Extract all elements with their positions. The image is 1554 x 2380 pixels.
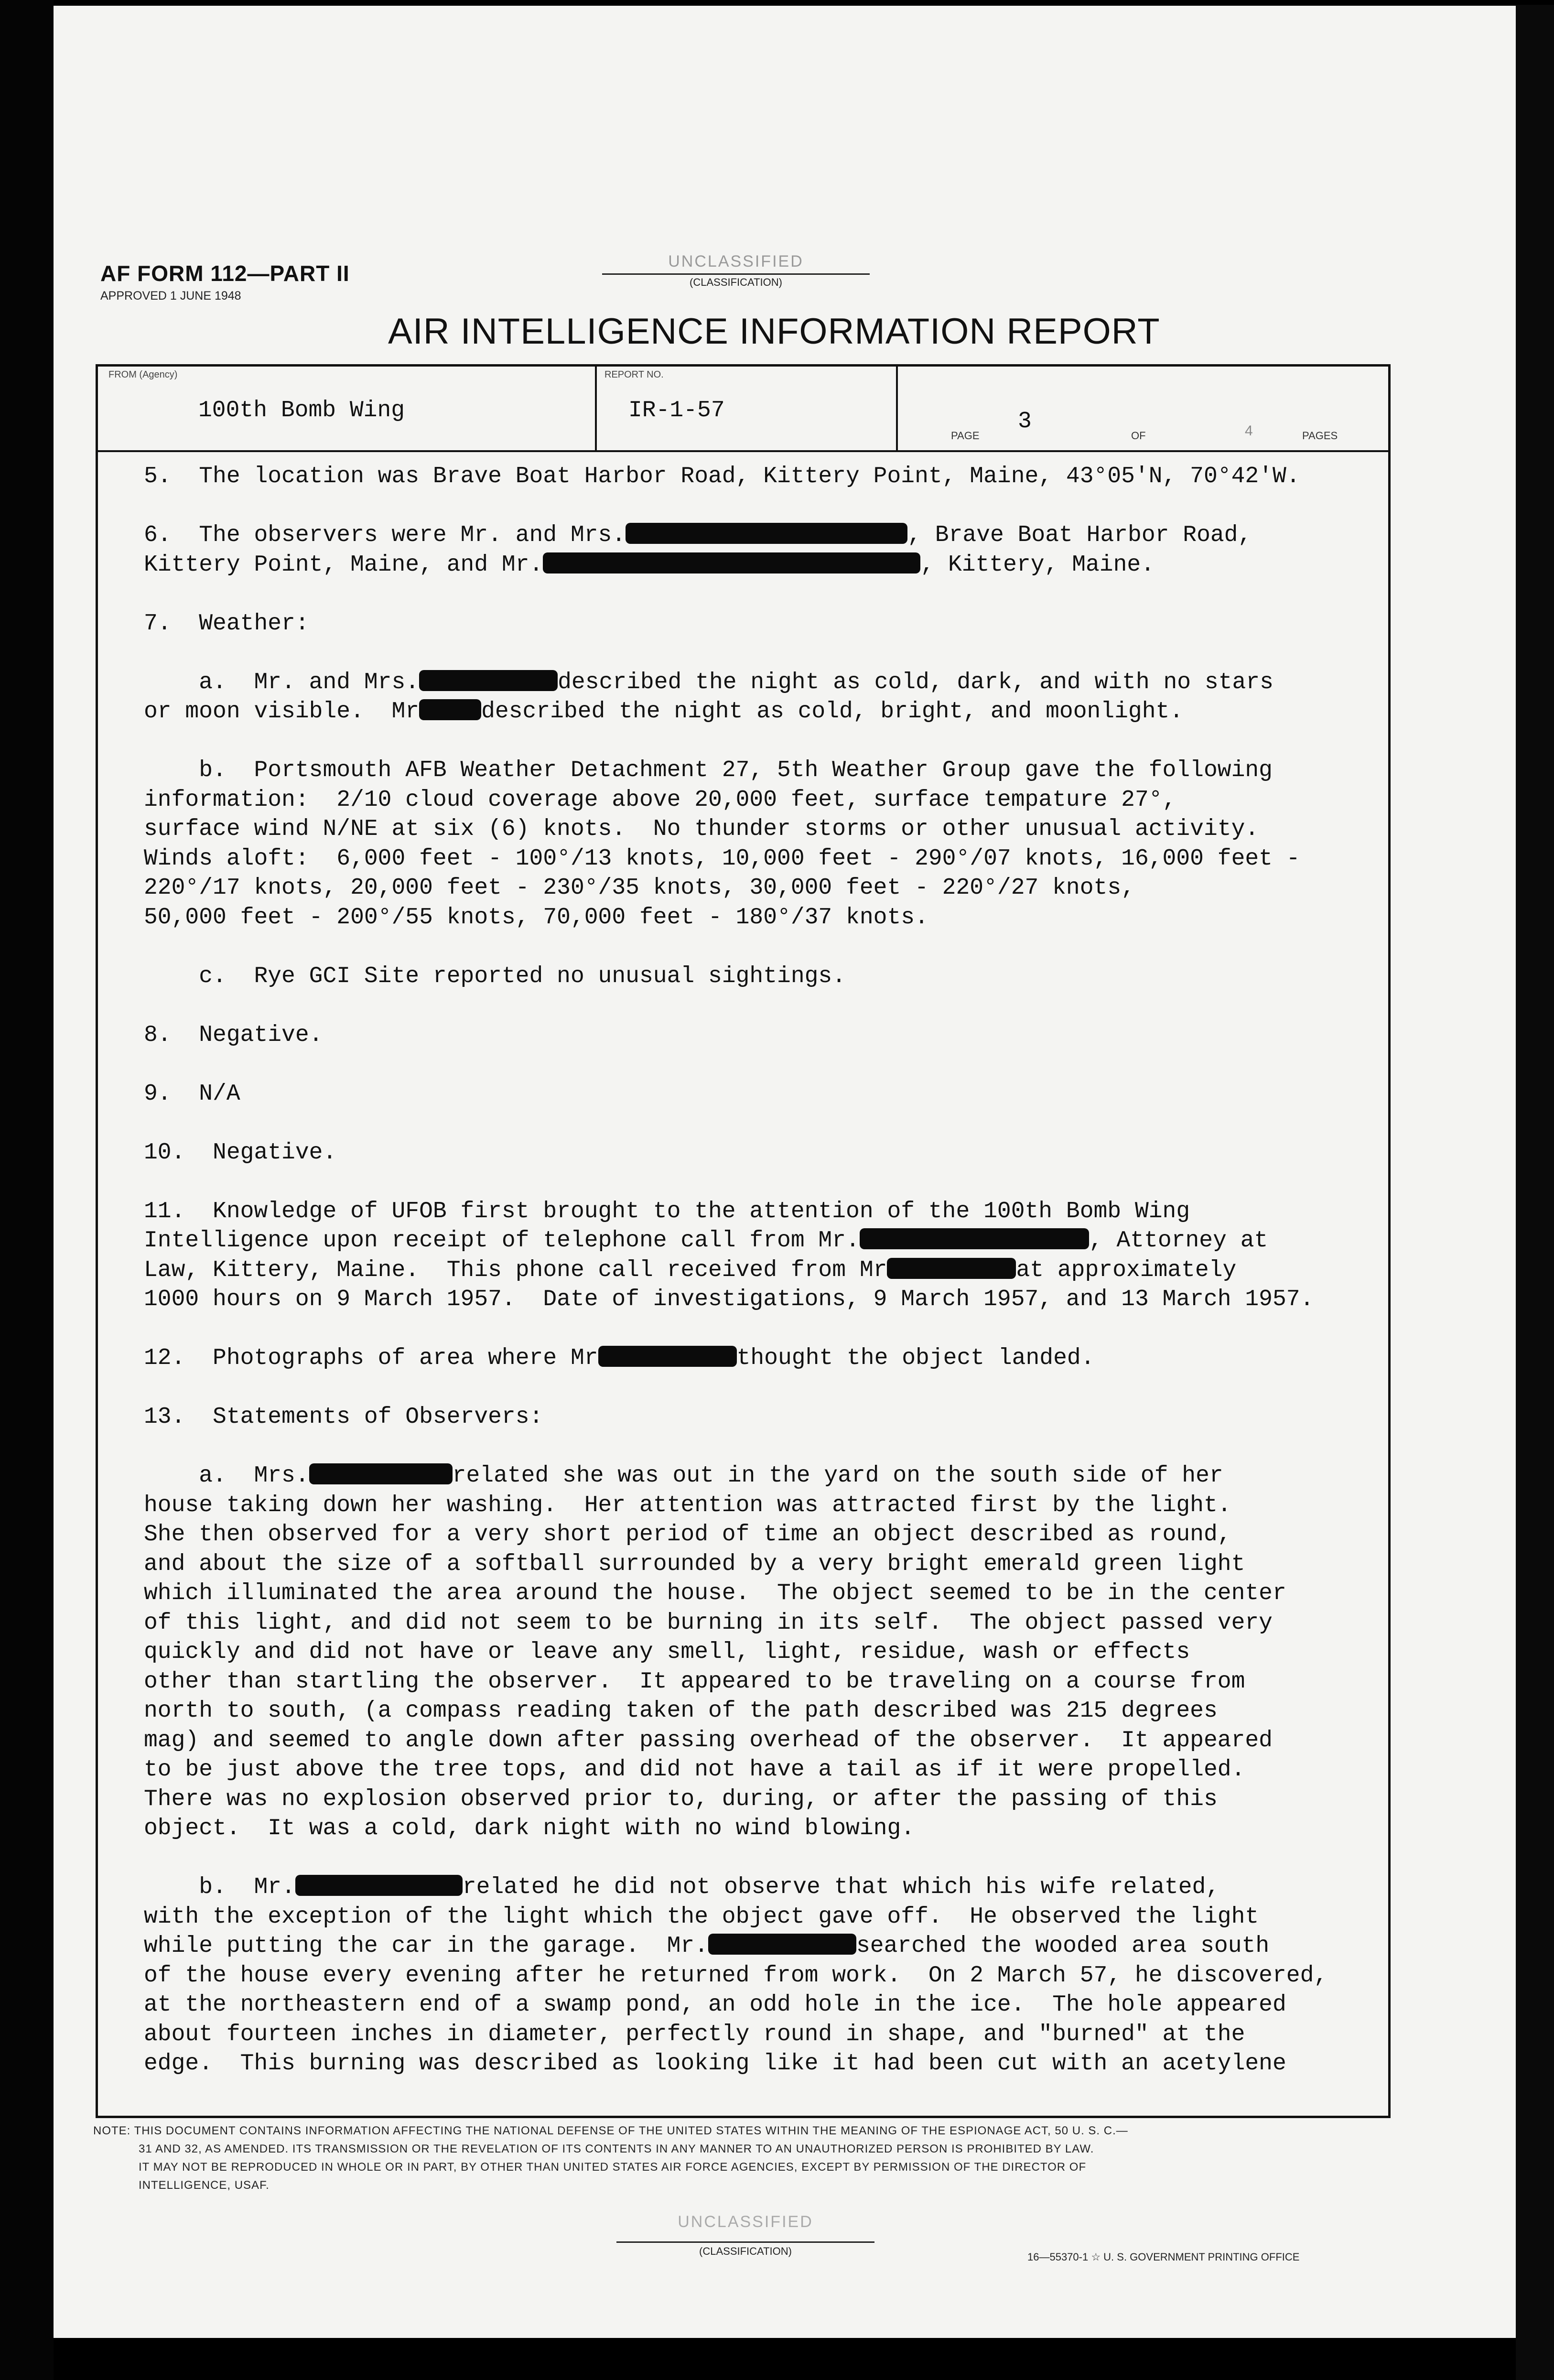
total-pages: 4 <box>1245 423 1253 439</box>
paragraph-7b-line-3: surface wind N/NE at six (6) knots. No thunder storms or other unusual activity. <box>144 816 1259 842</box>
paragraph-10: 10. Negative. <box>144 1139 337 1166</box>
redaction-bar <box>309 1463 453 1484</box>
paragraph-12 <box>144 1344 1377 1374</box>
text-span: a. Mrs. <box>144 1463 309 1489</box>
paragraph-13a-line-1 <box>144 1461 1377 1491</box>
from-label: FROM (Agency) <box>108 369 178 380</box>
report-title: AIR INTELLIGENCE INFORMATION REPORT <box>388 311 1160 352</box>
paragraph-13a-line-10: mag) and seemed to angle down after passing overhead of the observer. It appeared <box>144 1727 1273 1753</box>
text-span: , Attorney at <box>1089 1228 1268 1254</box>
text-span: 6. The observers were Mr. and Mrs. <box>144 522 626 548</box>
redaction-bar <box>708 1934 856 1955</box>
classification-caption-top: (CLASSIFICATION) <box>690 276 782 288</box>
header-divider-2 <box>896 367 898 450</box>
scan-border-right <box>1516 5 1554 2380</box>
classification-stamp-bottom: UNCLASSIFIED <box>678 2213 813 2231</box>
paragraph-13a-line-7: quickly and did not have or leave any smell, light, residue, wash or effects <box>144 1639 1190 1665</box>
text-span: b. Mr. <box>144 1874 295 1900</box>
classification-stamp-top: UNCLASSIFIED <box>668 252 804 270</box>
redaction-bar <box>626 523 907 544</box>
paragraph-7a-line-2 <box>144 697 1377 727</box>
paragraph-13b-line-6: about fourteen inches in diameter, perfectly round in shape, and "burned" at the <box>144 2021 1245 2047</box>
page-number: 3 <box>1018 409 1032 434</box>
text-span: searched the wooded area south <box>856 1933 1270 1959</box>
paragraph-13b-line-5: at the northeastern end of a swamp pond, an odd hole in the ice. The hole appeared <box>144 1992 1286 2018</box>
from-value: 100th Bomb Wing <box>198 398 405 423</box>
paragraph-13a-line-8: other than startling the observer. It appeared to be traveling on a course from <box>144 1668 1245 1695</box>
paragraph-11-line-3 <box>144 1256 1377 1286</box>
redaction-bar <box>419 670 558 691</box>
paragraph-13b-line-2: with the exception of the light which the object gave off. He observed the light <box>144 1904 1259 1930</box>
paragraph-7b-line-2: information: 2/10 cloud coverage above 20,000 feet, surface tempature 27°, <box>144 787 1176 813</box>
text-span: while putting the car in the garage. Mr. <box>144 1933 708 1959</box>
text-span: 12. Photographs of area where Mr <box>144 1345 598 1371</box>
paragraph-11-line-4: 1000 hours on 9 March 1957. Date of investigations, 9 March 1957, and 13 March 1957. <box>144 1287 1314 1312</box>
paragraph-13a-line-5: which illuminated the area around the house. The object seemed to be in the center <box>144 1580 1286 1606</box>
report-box <box>96 364 1391 2118</box>
paragraph-6-line-1 <box>144 521 1377 551</box>
paragraph-7b-line-4: Winds aloft: 6,000 feet - 100°/13 knots, 10,000 feet - 290°/07 knots, 16,000 feet - <box>144 845 1300 872</box>
notice-line: IT MAY NOT BE REPRODUCED IN WHOLE OR IN PART, BY OTHER THAN UNITED STATES AIR FORCE AGENCIES, EXCEPT BY PERMISSION OF THE DIRECTOR OF <box>139 2161 1087 2174</box>
redaction-bar <box>598 1346 737 1367</box>
notice-line: 31 AND 32, AS AMENDED. ITS TRANSMISSION OR THE REVELATION OF ITS CONTENTS IN ANY MANNER TO AN UNAUTHORIZED PERSON IS PROHIBITED BY LAW. <box>139 2142 1094 2155</box>
text-span: described the night as cold, bright, and moonlight. <box>481 699 1184 725</box>
report-no-value: IR-1-57 <box>628 398 725 423</box>
paragraph-9: 9. N/A <box>144 1081 240 1107</box>
paragraph-13b-line-4: of the house every evening after he returned from work. On 2 March 57, he discovered, <box>144 1962 1328 1989</box>
paragraph-7: 7. Weather: <box>144 610 309 637</box>
paragraph-5: 5. The location was Brave Boat Harbor Road, Kittery Point, Maine, 43°05'N, 70°42'W. <box>144 464 1300 489</box>
text-span: described the night as cold, dark, and with no stars <box>558 669 1273 695</box>
paragraph-7b-line-5: 220°/17 knots, 20,000 feet - 230°/35 knots, 30,000 feet - 220°/27 knots, <box>144 875 1135 901</box>
text-span: Law, Kittery, Maine. This phone call received from Mr <box>144 1257 887 1283</box>
paragraph-13b-line-1 <box>144 1873 1377 1903</box>
redaction-bar <box>860 1228 1089 1249</box>
redaction-bar <box>543 552 920 573</box>
text-span: or moon visible. Mr <box>144 699 420 725</box>
paragraph-13a-line-13: object. It was a cold, dark night with no wind blowing. <box>144 1816 915 1841</box>
text-span: at approximately <box>1016 1257 1237 1283</box>
redaction-bar <box>887 1258 1016 1279</box>
header-divider-1 <box>595 367 597 450</box>
classification-line-bottom <box>616 2241 874 2243</box>
redaction-bar <box>295 1875 463 1896</box>
paragraph-7c: c. Rye GCI Site reported no unusual sightings. <box>144 963 846 989</box>
notice-line: INTELLIGENCE, USAF. <box>139 2179 270 2192</box>
text-span: related she was out in the yard on the south side of her <box>452 1463 1223 1489</box>
text-span: related he did not observe that which his wife related, <box>462 1874 1220 1900</box>
paragraph-13: 13. Statements of Observers: <box>144 1404 543 1430</box>
notice-line: NOTE: THIS DOCUMENT CONTAINS INFORMATION AFFECTING THE NATIONAL DEFENSE OF THE UNITED STATES WITHIN THE MEANING OF THE ESPIONAGE ACT, 50 U. S. C.— <box>93 2124 1128 2137</box>
pages-label: PAGES <box>1302 430 1338 442</box>
text-span: thought the object landed. <box>736 1345 1095 1371</box>
scan-border-left <box>0 0 54 2380</box>
paragraph-13a-line-6: of this light, and did not seem to be burning in its self. The object passed very <box>144 1610 1273 1636</box>
report-no-label: REPORT NO. <box>604 369 664 380</box>
page-label: PAGE <box>951 430 980 442</box>
text-span: , Brave Boat Harbor Road, <box>907 522 1252 548</box>
paragraph-13a-line-4: and about the size of a softball surrounded by a very bright emerald green light <box>144 1551 1245 1577</box>
paragraph-7b-line-6: 50,000 feet - 200°/55 knots, 70,000 feet - 180°/37 knots. <box>144 904 928 930</box>
paragraph-8: 8. Negative. <box>144 1022 323 1048</box>
security-notice <box>93 2122 1417 2195</box>
paragraph-13a-line-12: There was no explosion observed prior to, during, or after the passing of this <box>144 1786 1218 1812</box>
text-span: Intelligence upon receipt of telephone call from Mr. <box>144 1228 860 1254</box>
header-row <box>98 367 1388 452</box>
form-id: AF FORM 112—PART II <box>100 261 350 286</box>
paragraph-13a-line-2: house taking down her washing. Her attention was attracted first by the light. <box>144 1492 1231 1518</box>
classification-caption-bottom: (CLASSIFICATION) <box>699 2245 792 2257</box>
classification-line-top <box>602 273 870 275</box>
redaction-bar <box>419 699 481 720</box>
paragraph-6-line-2 <box>144 551 1377 580</box>
paragraph-13a-line-11: to be just above the tree tops, and did not have a tail as if it were propelled. <box>144 1757 1245 1783</box>
of-label: OF <box>1131 430 1146 442</box>
paragraph-13b-line-3 <box>144 1932 1377 1961</box>
paragraph-11-line-1: 11. Knowledge of UFOB first brought to the attention of the 100th Bomb Wing <box>144 1198 1190 1224</box>
paragraph-7b-line-1: b. Portsmouth AFB Weather Detachment 27, 5th Weather Group gave the following <box>144 757 1273 783</box>
text-span: Kittery Point, Maine, and Mr. <box>144 552 543 578</box>
paragraph-13a-line-9: north to south, (a compass reading taken of the path described was 215 degrees <box>144 1698 1218 1724</box>
text-span: , Kittery, Maine. <box>920 552 1155 578</box>
paragraph-11-line-2 <box>144 1226 1377 1256</box>
form-approved-date: APPROVED 1 JUNE 1948 <box>100 289 241 303</box>
paragraph-7a-line-1 <box>144 668 1377 698</box>
paragraph-13b-line-7: edge. This burning was described as looking like it had been cut with an acetylene <box>144 2051 1286 2077</box>
paragraph-13a-line-3: She then observed for a very short period of time an object described as round, <box>144 1522 1231 1547</box>
text-span: a. Mr. and Mrs. <box>144 669 420 695</box>
report-body <box>144 462 1377 2079</box>
printing-office-mark: 16—55370-1 ☆ U. S. GOVERNMENT PRINTING OFFICE <box>1027 2251 1300 2263</box>
